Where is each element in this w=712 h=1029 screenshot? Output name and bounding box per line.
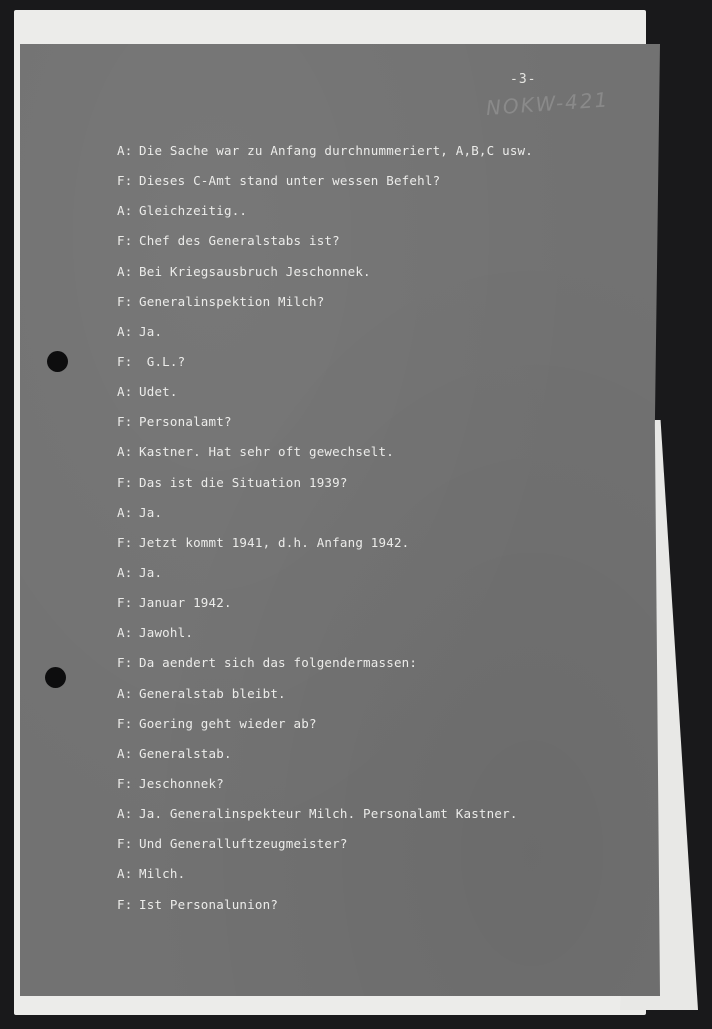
line-text: Generalinspektion Milch? <box>139 293 325 309</box>
speaker-label: F: <box>117 414 133 430</box>
transcript-line <box>117 804 533 834</box>
line-text: Ja. <box>139 323 163 339</box>
transcript-line <box>117 533 533 563</box>
transcript-line <box>117 352 533 382</box>
document-id-annotation: NOKW-421 <box>485 87 610 120</box>
line-text: Ist Personalunion? <box>139 896 279 912</box>
transcript-line <box>117 382 533 412</box>
line-text: Generalstab bleibt. <box>139 685 286 701</box>
speaker-label: F: <box>117 715 133 731</box>
line-text: Januar 1942. <box>139 595 232 611</box>
speaker-label: A: <box>117 745 133 761</box>
interrogation-transcript <box>117 141 533 925</box>
line-text: Jeschonnek? <box>139 775 224 791</box>
line-text: Ja. Generalinspekteur Milch. Personalamt Kastner. <box>139 806 518 822</box>
speaker-label: F: <box>117 353 133 369</box>
transcript-line <box>117 412 533 442</box>
page-number: -3- <box>510 72 537 87</box>
line-text: Gleichzeitig.. <box>139 203 248 219</box>
transcript-line <box>117 774 533 804</box>
line-text: Generalstab. <box>139 745 232 761</box>
transcript-line <box>117 141 533 171</box>
speaker-label: A: <box>117 625 133 641</box>
transcript-line <box>117 292 533 322</box>
speaker-label: A: <box>117 143 133 158</box>
transcript-line <box>117 171 533 201</box>
line-text: Udet. <box>139 384 178 400</box>
transcript-line <box>117 834 533 864</box>
transcript-line <box>117 895 533 925</box>
line-text: Die Sache war zu Anfang durchnummeriert, A,B,C usw. <box>139 143 534 158</box>
speaker-label: A: <box>117 323 133 339</box>
speaker-label: A: <box>117 203 133 219</box>
speaker-label: A: <box>117 564 133 580</box>
speaker-label: F: <box>117 655 133 671</box>
speaker-label: F: <box>117 534 133 550</box>
speaker-label: A: <box>117 866 133 882</box>
line-text: Bei Kriegsausbruch Jeschonnek. <box>139 263 371 279</box>
line-text: Chef des Generalstabs ist? <box>139 233 340 249</box>
punch-hole-bottom <box>45 667 66 688</box>
speaker-label: F: <box>117 775 133 791</box>
line-text: Goering geht wieder ab? <box>139 715 317 731</box>
speaker-label: F: <box>117 896 133 912</box>
line-text: G.L.? <box>139 353 186 369</box>
transcript-line <box>117 623 533 653</box>
transcript-line <box>117 864 533 894</box>
line-text: Personalamt? <box>139 414 232 430</box>
transcript-line <box>117 744 533 774</box>
line-text: Jetzt kommt 1941, d.h. Anfang 1942. <box>139 534 410 550</box>
speaker-label: F: <box>117 474 133 490</box>
line-text: Ja. <box>139 564 163 580</box>
speaker-label: F: <box>117 836 133 852</box>
transcript-line <box>117 653 533 683</box>
transcript-line <box>117 262 533 292</box>
line-text: Jawohl. <box>139 625 194 641</box>
punch-hole-top <box>47 351 68 372</box>
line-text: Da aendert sich das folgendermassen: <box>139 655 418 671</box>
transcript-line <box>117 201 533 231</box>
transcript-line <box>117 593 533 623</box>
transcript-line <box>117 714 533 744</box>
speaker-label: F: <box>117 173 133 189</box>
transcript-line <box>117 322 533 352</box>
transcript-line <box>117 503 533 533</box>
speaker-label: A: <box>117 263 133 279</box>
speaker-label: A: <box>117 806 133 822</box>
line-text: Milch. <box>139 866 186 882</box>
transcript-line <box>117 442 533 472</box>
speaker-label: A: <box>117 504 133 520</box>
line-text: Ja. <box>139 504 163 520</box>
speaker-label: A: <box>117 384 133 400</box>
line-text: Kastner. Hat sehr oft gewechselt. <box>139 444 394 460</box>
speaker-label: F: <box>117 595 133 611</box>
speaker-label: F: <box>117 293 133 309</box>
transcript-line <box>117 231 533 261</box>
transcript-line <box>117 563 533 593</box>
line-text: Das ist die Situation 1939? <box>139 474 348 490</box>
speaker-label: A: <box>117 444 133 460</box>
transcript-line <box>117 684 533 714</box>
speaker-label: F: <box>117 233 133 249</box>
transcript-line <box>117 473 533 503</box>
line-text: Dieses C-Amt stand unter wessen Befehl? <box>139 173 441 189</box>
line-text: Und Generalluftzeugmeister? <box>139 836 348 852</box>
speaker-label: A: <box>117 685 133 701</box>
